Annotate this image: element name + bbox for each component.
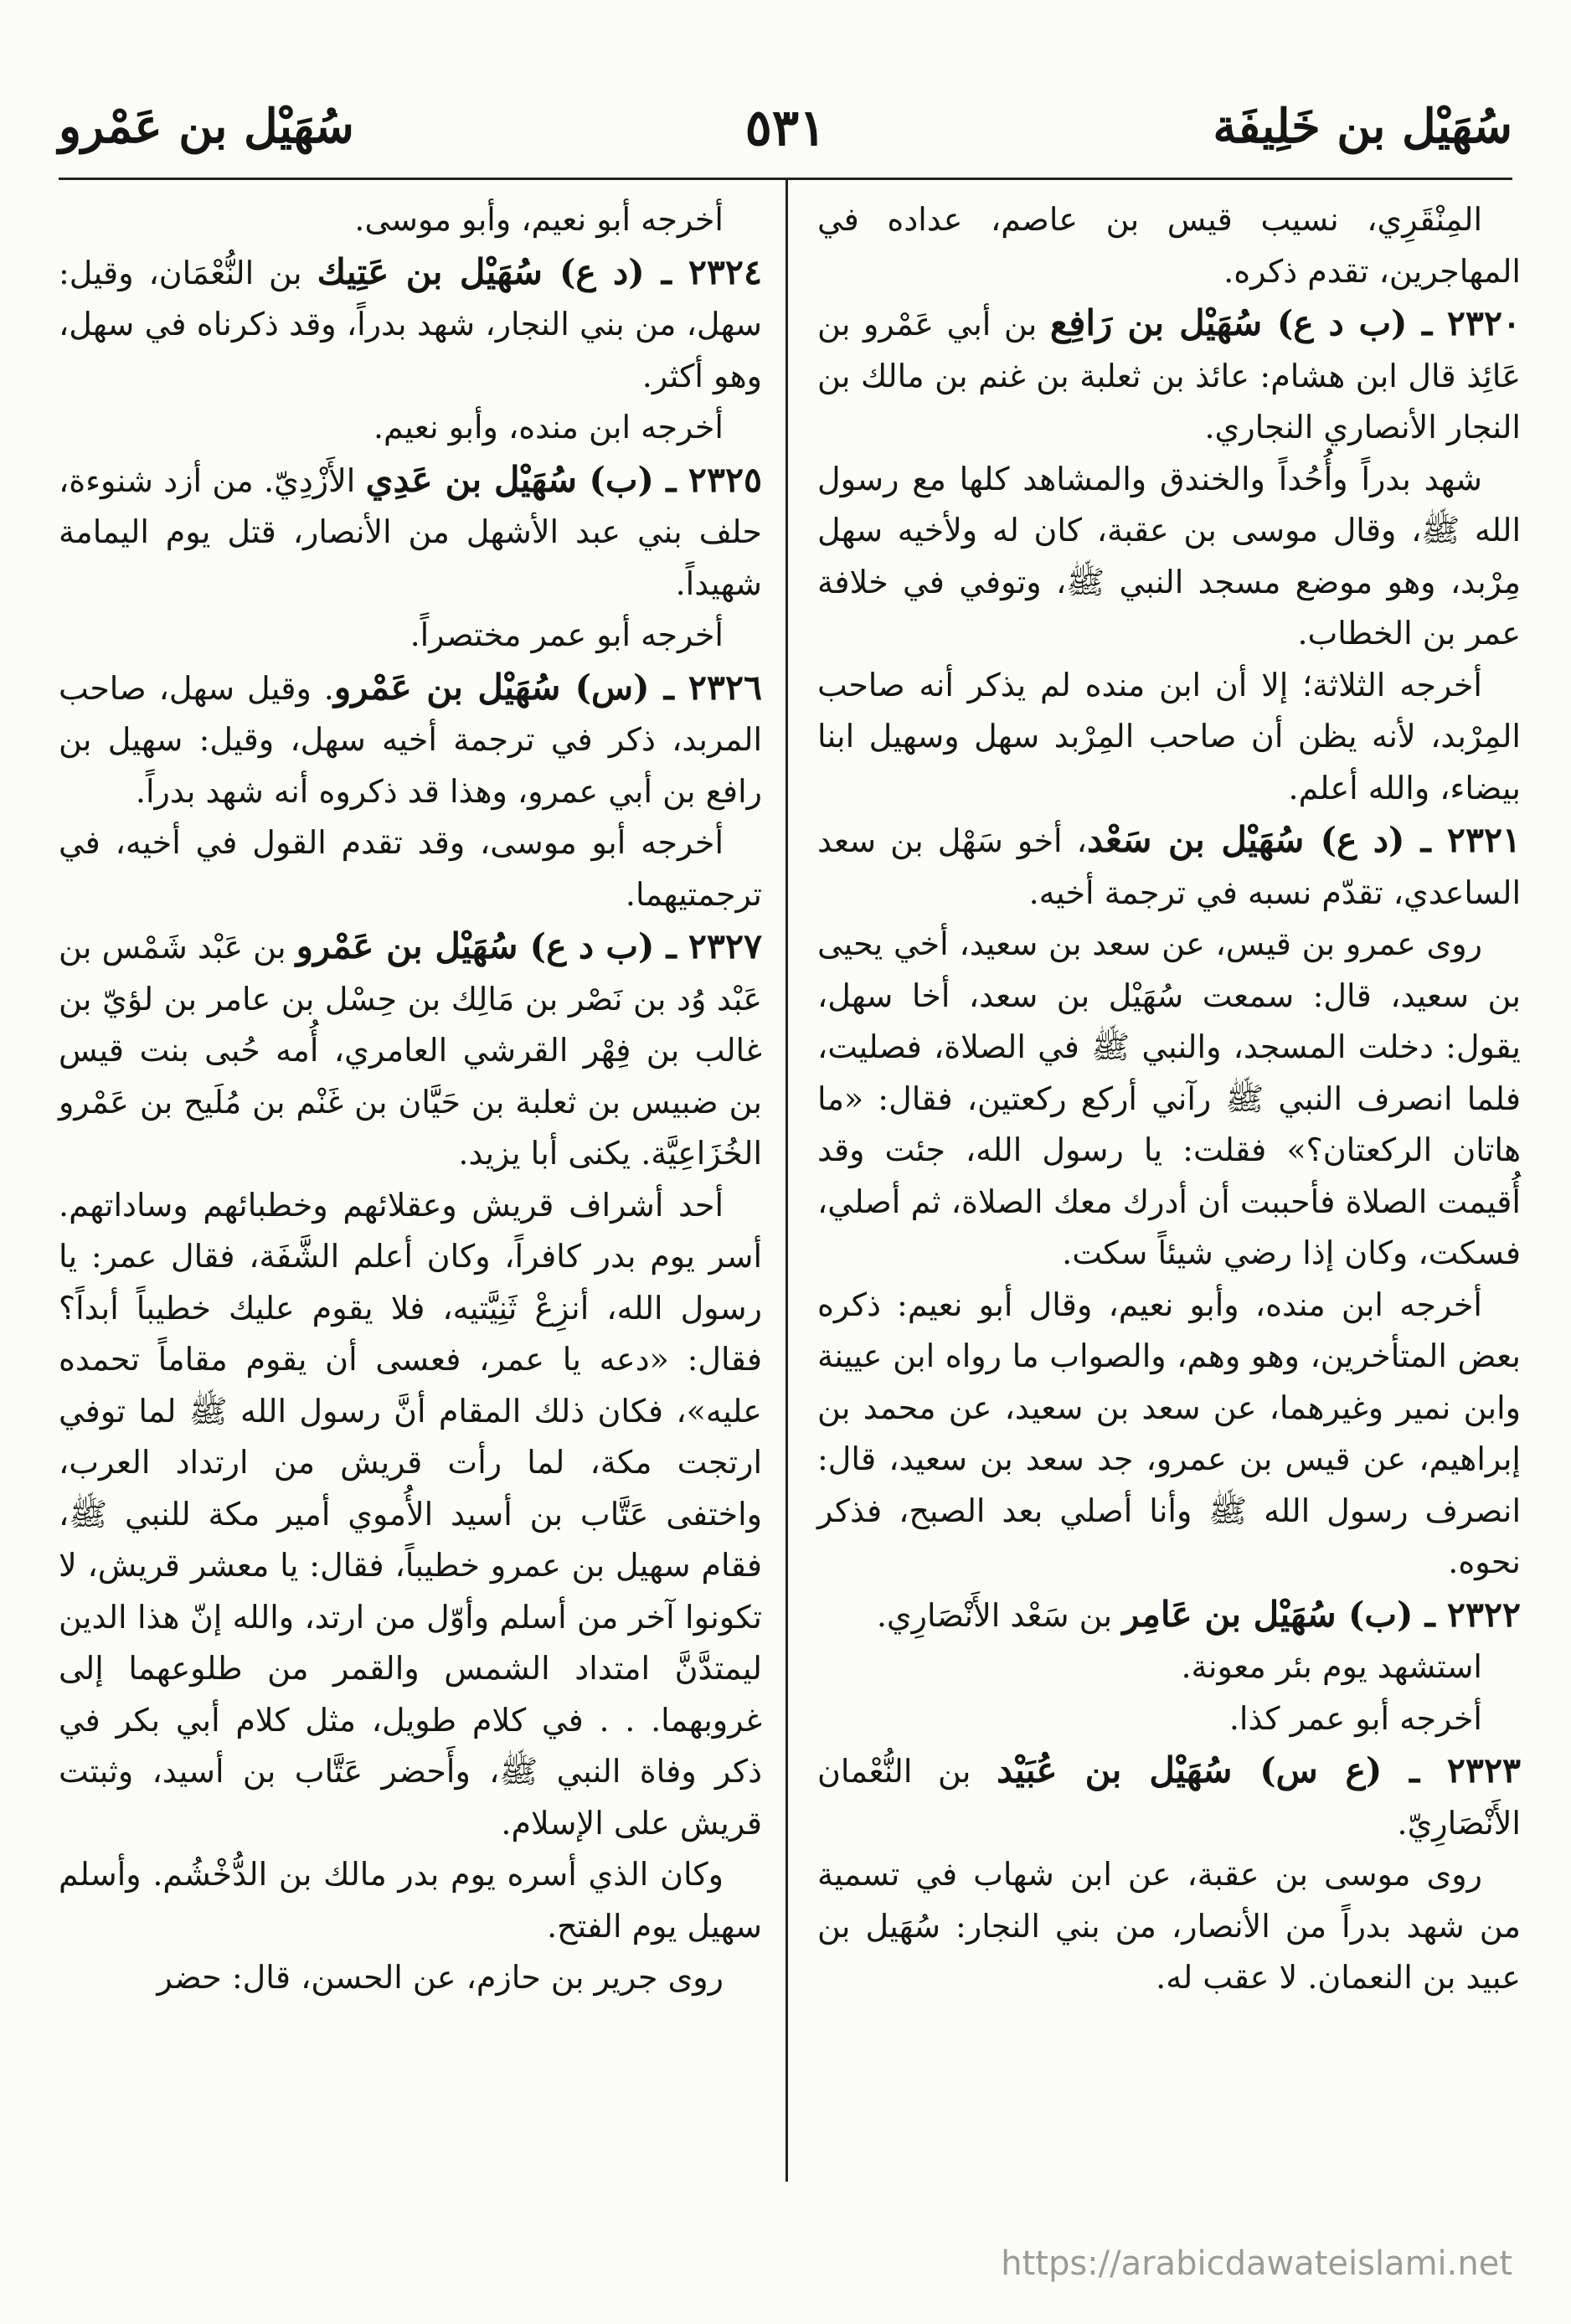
entry-name: سُهَيْل بن عَامِر: [1122, 1593, 1337, 1635]
text-paragraph: [817, 1849, 1521, 2004]
entry-name: سُهَيْل بن عَتِيك: [317, 250, 543, 292]
watermark-url: https://arabicdawateislami.net: [1001, 2244, 1512, 2283]
text-paragraph: [817, 1693, 1521, 1745]
paragraph-text: بن النُّعْمَان، وقيل: سهل، من بني النجار، شهد بدراً، وقد ذكرناه في سهل، وهو أكثر.: [59, 254, 762, 394]
entry-paragraph: [59, 246, 762, 403]
entry-paragraph: [59, 454, 762, 611]
text-paragraph: [817, 660, 1521, 815]
entry-name: سُهَيْل بن رَافِع: [1049, 302, 1263, 343]
paragraph-text: أخرجه أبو نعيم، وأبو موسى.: [354, 201, 724, 238]
page-number: ٥٣١: [744, 99, 827, 157]
text-paragraph: [817, 454, 1521, 660]
entry-paragraph: [817, 1589, 1521, 1642]
text-paragraph: [59, 1180, 762, 1850]
text-paragraph: [817, 1641, 1521, 1693]
entry-number: ٢٣٢٧: [688, 926, 762, 966]
entry-source-tag: ـ (ع س): [1232, 1750, 1447, 1791]
page-header: [59, 99, 1512, 174]
right-column: [817, 194, 1521, 2004]
entry-source-tag: ـ (ب): [1336, 1594, 1447, 1635]
text-paragraph: [59, 194, 762, 246]
paragraph-text: وكان الذي أسره يوم بدر مالك بن الدُّخْشُم. وأسلم سهيل يوم الفتح.: [59, 1856, 762, 1945]
paragraph-text: شهد بدراً وأُحُداً والخندق والمشاهد كلها مع رسول الله ﷺ، وقال موسى بن عقبة، كان له ولأخيه سهل مِرْبد، وهو موضع مسجد النبي ﷺ، وتوفي في خلافة عمر بن الخطاب.: [817, 460, 1521, 652]
text-paragraph: [817, 919, 1521, 1280]
text-paragraph: [59, 1952, 762, 2004]
entry-paragraph: [817, 297, 1521, 454]
text-paragraph: [59, 610, 762, 662]
text-paragraph: [59, 817, 762, 920]
entry-paragraph: [817, 1744, 1521, 1849]
entry-source-tag: ـ (د ع): [1304, 820, 1447, 860]
entry-paragraph: [59, 662, 762, 818]
entry-number: ٢٣٢٦: [688, 667, 762, 708]
text-paragraph: [59, 1849, 762, 1952]
entry-name: سُهَيْل بن سَعْد: [1086, 819, 1305, 860]
paragraph-text: بن أبي عَمْرو بن عَائِذ قال ابن هشام: عائذ بن ثعلبة بن غنم بن مالك بن النجار الأنصاري النجاري.: [817, 306, 1521, 446]
paragraph-text: أخرجه ابن منده، وأبو نعيم.: [373, 409, 724, 446]
text-paragraph: [59, 402, 762, 454]
paragraph-text: المِنْقَرِي، نسيب قيس بن عاصم، عداده في المهاجرين، تقدم ذكره.: [817, 201, 1521, 290]
entry-source-tag: ـ (س): [560, 667, 688, 708]
running-title-left: سُهَيْل بن عَمْرو: [59, 99, 354, 154]
paragraph-text: أخرجه الثلاثة؛ إلا أن ابن منده لم يذكر أنه صاحب المِرْبد، لأنه يظن أن صاحب المِرْبد سهل وسهيل ابنا بيضاء، والله أعلم.: [817, 666, 1521, 806]
paragraph-text: الأَزْدِيّ. من أزد شنوءة، حلف بني عبد الأشهل من الأنصار، قتل يوم اليمامة شهيداً.: [59, 461, 762, 602]
paragraph-text: أخرجه أبو موسى، وقد تقدم القول في أخيه، في ترجمتيهما.: [59, 824, 762, 913]
paragraph-text: . وقيل سهل، صاحب المربد، ذكر في ترجمة أخيه سهل، وقيل: سهيل بن رافع بن أبي عمرو، وهذا قد ذكروه أنه شهد بدراً.: [59, 669, 762, 810]
paragraph-text: أخرجه ابن منده، وأبو نعيم، وقال أبو نعيم: ذكره بعض المتأخرين، وهو وهم، والصواب ما رواه ابن عيينة وابن نمير وغيرهما، عن سعد بن سعيد، عن محمد بن إبراهيم، عن قيس بن عمرو، جد سعد بن سعيد، قال: انصرف رسول الله ﷺ وأنا أصلي بعد الصبح، فذكر نحوه.: [817, 1286, 1521, 1580]
left-column: [59, 194, 762, 2004]
entry-paragraph: [817, 814, 1521, 919]
entry-name: سُهَيْل بن عَدِي: [365, 458, 578, 500]
entry-number: ٢٣٢٤: [688, 251, 762, 292]
entry-number: ٢٣٢٥: [688, 459, 763, 500]
entry-paragraph: [59, 920, 762, 1180]
entry-number: ٢٣٢٢: [1446, 1594, 1521, 1635]
paragraph-text: ، أخو سَهْل بن سعد الساعدي، تقدّم نسبه في ترجمة أخيه.: [817, 822, 1521, 911]
entry-source-tag: ـ (ب د ع): [1262, 303, 1447, 343]
text-paragraph: [817, 1280, 1521, 1589]
paragraph-text: روى عمرو بن قيس، عن سعد بن سعيد، أخي يحيى بن سعيد، قال: سمعت سُهَيْل بن سعد، أخا سهل، يقول: دخلت المسجد، والنبي ﷺ في الصلاة، فصليت، فلما انصرف النبي ﷺ رآني أركع ركعتين، فقال: «ما هاتان الركعتان؟» فقلت: يا رسول الله، جئت وقد أُقيمت الصلاة فأحببت أن أدرك معك الصلاة، ثم أصلي، فسكت، وكان إذا رضي شيئاً سكت.: [817, 925, 1521, 1271]
entry-name: سُهَيْل بن عَمْرو: [333, 666, 561, 708]
entry-number: ٢٣٢٣: [1446, 1750, 1521, 1791]
column-divider: [786, 180, 788, 2182]
paragraph-text: بن سَعْد الأَنْصَارِي.: [876, 1596, 1123, 1634]
paragraph-text: روى جرير بن حازم، عن الحسن، قال: حضر: [157, 1959, 724, 1996]
paragraph-text: أخرجه أبو عمر مختصراً.: [409, 616, 724, 653]
paragraph-text: بن عَبْد شَمْس بن عَبْد وُد بن نَصْر بن مَالِك بن حِسْل بن عامر بن لؤيّ بن غالب بن فِهْر القرشي العامري، أُمه حُبى بنت قيس بن ضبيس بن ثعلبة بن حَيَّان بن غَنْم بن مُلَيح بن عَمْرو الخُزَاعِيَّة. يكنى أبا يزيد.: [58, 929, 762, 1172]
running-title-right: سُهَيْل بن خَلِيفَة: [1213, 99, 1512, 154]
entry-source-tag: ـ (ب د ع): [518, 926, 688, 966]
entry-number: ٢٣٢٠: [1446, 303, 1521, 343]
paragraph-text: بن النُّعْمان الأَنْصَارِيّ.: [817, 1753, 1521, 1842]
paragraph-text: روى موسى بن عقبة، عن ابن شهاب في تسمية من شهد بدراً من الأنصار، من بني النجار: سُهَيل بن عبيد بن النعمان. لا عقب له.: [817, 1856, 1521, 1996]
entry-number: ٢٣٢١: [1446, 820, 1522, 860]
entry-name: سُهَيْل بن عُبَيْد: [997, 1749, 1233, 1791]
text-paragraph: [817, 194, 1521, 297]
entry-name: سُهَيْل بن عَمْرو: [296, 925, 518, 966]
entry-source-tag: ـ (د ع): [542, 251, 688, 292]
paragraph-text: أحد أشراف قريش وعقلائهم وخطبائهم وساداتهم. أسر يوم بدر كافراً، وكان أعلم الشَّفَة، فقال عمر: يا رسول الله، أنزِعْ ثَنِيَّتيه، فلا يقوم عليك خطيباً أبداً؟ فقال: «دعه يا عمر، فعسى أن يقوم مقاماً تحمده عليه»، فكان ذلك المقام أنَّ رسول الله ﷺ لما توفي ارتجت مكة، لما رأت قريش من ارتداد العرب، واختفى عَتَّاب بن أسيد الأُموي أمير مكة للنبي ﷺ، فقام سهيل بن عمرو خطيباً، فقال: يا معشر قريش، لا تكونوا آخر من أسلم وأوّل من ارتد، والله إنّ هذا الدين ليمتدَّنَّ امتداد الشمس والقمر من طلوعهما إلى غروبهما. . . في كلام طويل، مثل كلام أبي بكر في ذكر وفاة النبي ﷺ، وأَحضر عَتَّاب بن أسيد، وثبتت قريش على الإسلام.: [59, 1186, 762, 1842]
entry-source-tag: ـ (ب): [577, 459, 688, 500]
paragraph-text: استشهد يوم بئر معونة.: [1181, 1648, 1482, 1685]
paragraph-text: أخرجه أبو عمر كذا.: [1228, 1699, 1482, 1737]
